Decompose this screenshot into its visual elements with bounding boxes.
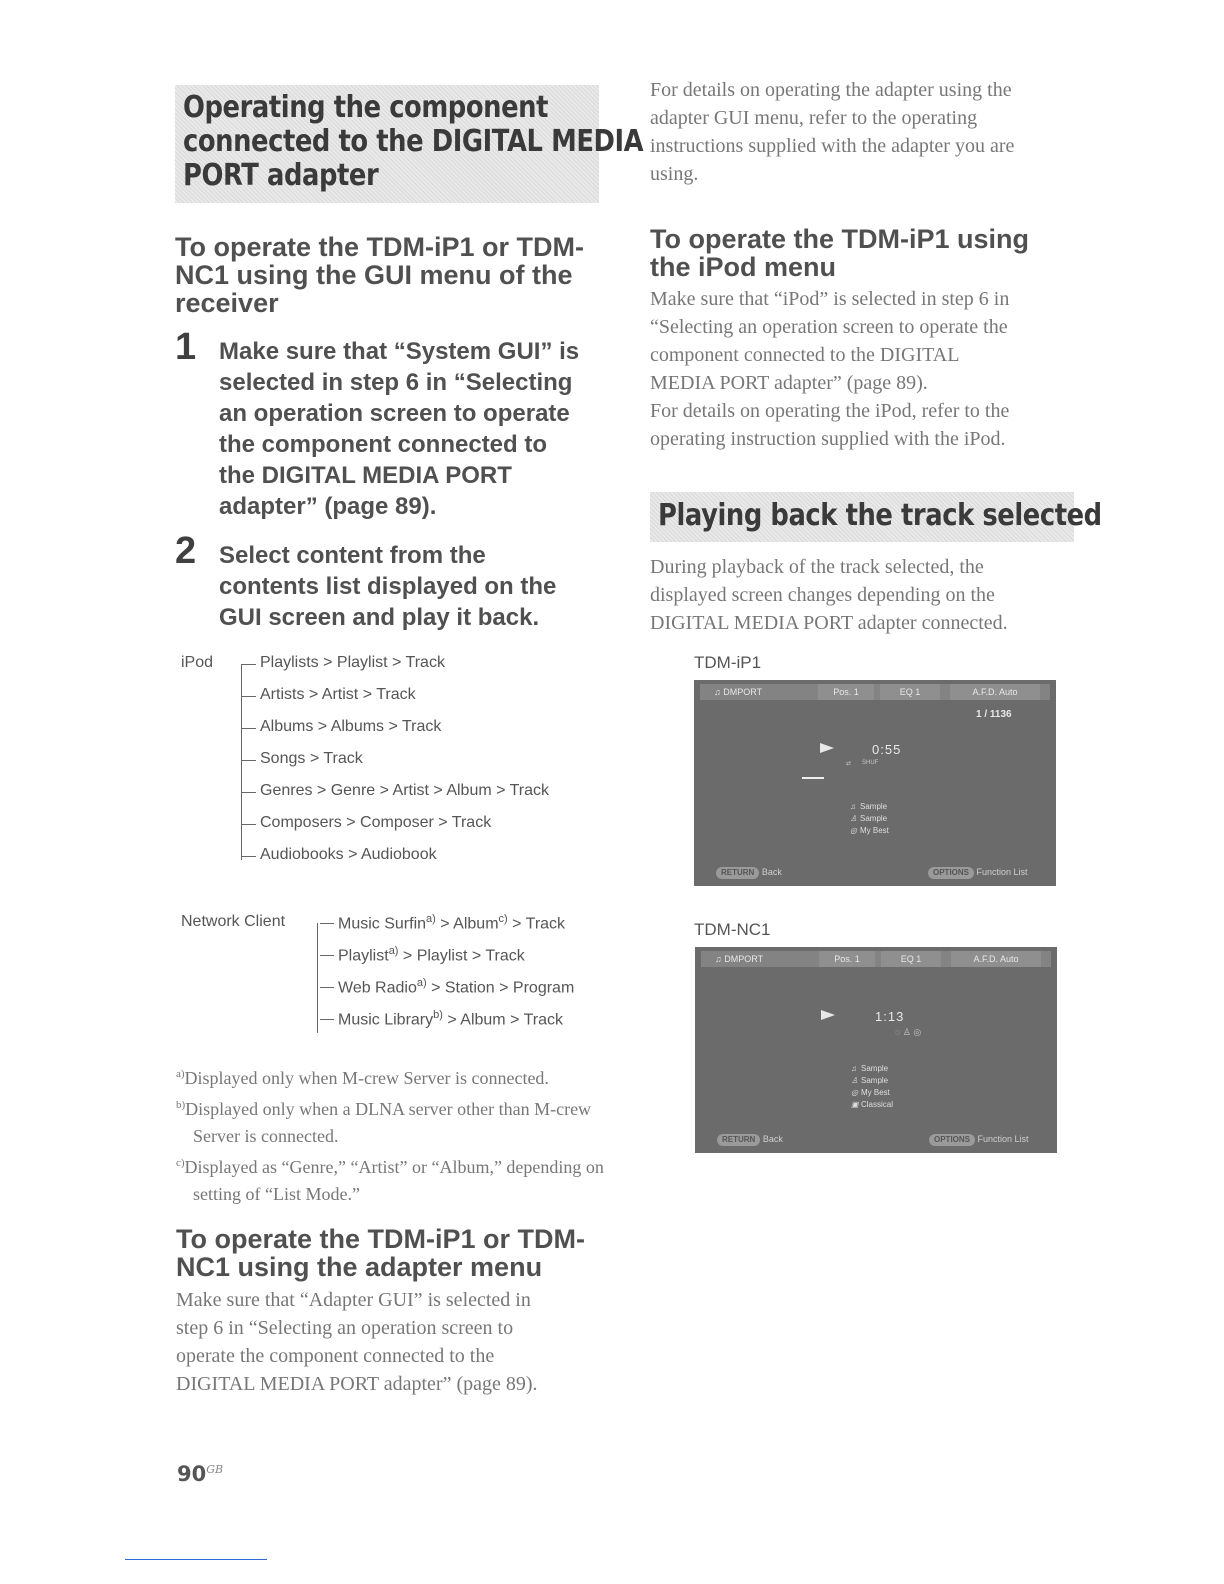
tree-item-part: > Album bbox=[435, 915, 499, 933]
eq-indicator: EQ 1 bbox=[880, 684, 940, 700]
note-icon: ♫ bbox=[715, 954, 725, 964]
page-language-suffix: GB bbox=[206, 1463, 224, 1476]
elapsed-time: 0:55 bbox=[872, 742, 902, 757]
heading-adapter-menu bbox=[176, 1225, 616, 1281]
input-name: DMPORT bbox=[724, 954, 764, 964]
track-info-line bbox=[851, 1099, 893, 1111]
tree-item: Playlists > Playlist > Track bbox=[260, 654, 445, 671]
track-info-line bbox=[850, 813, 889, 825]
page-number-value: 90 bbox=[177, 1462, 207, 1486]
footnotes bbox=[176, 1061, 606, 1208]
play-icon bbox=[821, 1010, 835, 1020]
ipod-menu-body bbox=[650, 285, 1090, 453]
footnote bbox=[176, 1150, 606, 1208]
function-list-label: Function List bbox=[976, 867, 1028, 877]
page-number bbox=[177, 1462, 223, 1486]
tree-item: Audiobooks > Audiobook bbox=[260, 846, 437, 863]
status-bar bbox=[701, 951, 1051, 967]
section-banner-playing-back bbox=[650, 492, 1102, 542]
track-album: My Best bbox=[861, 1088, 890, 1097]
track-genre: Classical bbox=[861, 1100, 894, 1109]
footnote-ref: c) bbox=[498, 913, 508, 925]
step-line: selected in step 6 in “Selecting bbox=[219, 369, 573, 396]
step-line: Select content from the bbox=[219, 542, 486, 569]
text-line: instructions supplied with the adapter you are bbox=[650, 135, 1015, 157]
screenshot-tdm-nc1 bbox=[695, 947, 1057, 1153]
input-indicator bbox=[715, 951, 785, 967]
options-guide bbox=[928, 858, 1028, 886]
step-line: an operation screen to operate bbox=[219, 400, 570, 427]
options-button: OPTIONS bbox=[928, 867, 974, 879]
note-icon: ♫ bbox=[714, 687, 724, 697]
text-line: using. bbox=[650, 163, 699, 185]
function-list-label: Function List bbox=[977, 1134, 1029, 1144]
track-title: Sample bbox=[860, 802, 888, 811]
text-line: Make sure that “iPod” is selected in step 6 in bbox=[650, 288, 1010, 310]
heading-line: NC1 using the adapter menu bbox=[176, 1252, 543, 1282]
text-line: component connected to the DIGITAL bbox=[650, 344, 960, 366]
text-line: displayed screen changes depending on the bbox=[650, 584, 995, 606]
footnote-mark: c) bbox=[176, 1157, 185, 1169]
footnote-mark: a) bbox=[176, 1068, 185, 1080]
tree-item-part: Playlist bbox=[338, 947, 389, 965]
footnote-ref: a) bbox=[426, 913, 436, 925]
tree-connector bbox=[241, 664, 242, 860]
footnote-text: Displayed only when M-crew Server is connected. bbox=[184, 1068, 549, 1088]
step-line: the DIGITAL MEDIA PORT bbox=[219, 462, 512, 489]
button-guide-bar bbox=[695, 1125, 1057, 1153]
artist-icon: ♙ bbox=[851, 1076, 859, 1085]
elapsed-time: 1:13 bbox=[875, 1009, 905, 1024]
back-label: Back bbox=[762, 1134, 783, 1144]
shuffle-mode: SHUF bbox=[862, 760, 879, 766]
return-button: RETURN bbox=[716, 867, 759, 879]
tree-item bbox=[338, 945, 525, 965]
tree-item bbox=[338, 977, 574, 997]
tree-item: Songs > Track bbox=[260, 750, 363, 767]
return-button: RETURN bbox=[717, 1134, 760, 1146]
tree-item-part: > Album > Track bbox=[442, 1011, 563, 1029]
heading-line: receiver bbox=[175, 288, 279, 318]
tree-item-part: Music Library bbox=[338, 1011, 434, 1029]
tree-item: Artists > Artist > Track bbox=[260, 686, 416, 703]
bottom-rule bbox=[125, 1559, 267, 1560]
tree-item bbox=[338, 913, 565, 933]
text-line: step 6 in “Selecting an operation screen to bbox=[176, 1317, 514, 1339]
options-guide bbox=[929, 1125, 1029, 1153]
track-counter: 1 / 1136 bbox=[976, 709, 1012, 720]
shuffle-icon: ⇄ bbox=[846, 761, 852, 767]
footnote-ref: b) bbox=[433, 1009, 443, 1021]
return-guide bbox=[716, 858, 782, 886]
step-1-text bbox=[219, 336, 619, 522]
text-line: adapter GUI menu, refer to the operating bbox=[650, 107, 978, 129]
text-line: Make sure that “Adapter GUI” is selected in bbox=[176, 1289, 531, 1311]
heading-line: the iPod menu bbox=[650, 252, 837, 282]
screen-label-tdm-ip1: TDM-iP1 bbox=[694, 653, 762, 672]
track-title: Sample bbox=[861, 1064, 889, 1073]
tree-root-network-client: Network Client bbox=[181, 913, 286, 930]
banner-line: Operating the component bbox=[183, 90, 548, 125]
eq-indicator: EQ 1 bbox=[881, 951, 941, 967]
heading-gui-menu-receiver bbox=[175, 233, 615, 317]
track-album: My Best bbox=[860, 826, 889, 835]
genre-icon: ▣ bbox=[851, 1100, 859, 1109]
step-2-text bbox=[219, 540, 619, 633]
tree-item: Composers > Composer > Track bbox=[260, 814, 492, 831]
repeat-album-icons: ◌ ♙ ◎ bbox=[895, 1027, 922, 1037]
step-number-2: 2 bbox=[175, 530, 197, 572]
network-client-content-tree bbox=[181, 913, 611, 1043]
heading-line: NC1 using the GUI menu of the bbox=[175, 260, 573, 290]
text-line: “Selecting an operation screen to operate the bbox=[650, 316, 1008, 338]
track-artist: Sample bbox=[860, 814, 888, 823]
footnote-ref: a) bbox=[388, 945, 399, 957]
album-icon: ◎ bbox=[851, 1088, 858, 1097]
back-label: Back bbox=[761, 867, 782, 877]
text-line: DIGITAL MEDIA PORT adapter connected. bbox=[650, 612, 1008, 634]
title-icon: ♫ bbox=[851, 1064, 857, 1073]
text-line: For details on operating the adapter using the bbox=[650, 79, 1012, 101]
footnote-ref: a) bbox=[416, 977, 427, 989]
text-line: MEDIA PORT adapter” (page 89). bbox=[650, 372, 928, 394]
step-line: the component connected to bbox=[219, 431, 548, 458]
text-line: During playback of the track selected, the bbox=[650, 556, 984, 578]
tree-item-part: > Track bbox=[507, 915, 566, 933]
tree-connector bbox=[317, 923, 318, 1033]
footnote-text: Displayed only when a DLNA server other than M-crew Server is connected. bbox=[185, 1099, 592, 1146]
banner-line: connected to the DIGITAL MEDIA bbox=[183, 124, 644, 159]
track-info bbox=[851, 1063, 893, 1111]
step-line: Make sure that “System GUI” is bbox=[219, 338, 580, 365]
position-indicator: Pos. 1 bbox=[819, 951, 875, 967]
track-info-line bbox=[851, 1063, 893, 1075]
banner-line: PORT adapter bbox=[183, 158, 379, 193]
tree-item-part: Web Radio bbox=[338, 979, 417, 997]
footnote bbox=[176, 1092, 606, 1150]
section-banner-operating-component bbox=[175, 85, 644, 203]
tree-item bbox=[338, 1009, 563, 1029]
heading-line: To operate the TDM-iP1 or TDM- bbox=[175, 232, 584, 262]
heading-ipod-menu bbox=[650, 225, 1090, 281]
tree-item-part: > Playlist > Track bbox=[398, 947, 525, 965]
track-info bbox=[850, 801, 889, 837]
track-info-line bbox=[851, 1087, 893, 1099]
play-icon bbox=[820, 743, 834, 753]
tree-root-ipod: iPod bbox=[181, 654, 214, 671]
step-line: adapter” (page 89). bbox=[219, 493, 437, 520]
tree-item: Genres > Genre > Artist > Album > Track bbox=[260, 782, 550, 799]
track-artist: Sample bbox=[861, 1076, 889, 1085]
text-line: operate the component connected to the bbox=[176, 1345, 495, 1367]
text-line: DIGITAL MEDIA PORT adapter” (page 89). bbox=[176, 1373, 538, 1395]
afd-indicator: A.F.D. Auto bbox=[950, 684, 1040, 700]
playback-body bbox=[650, 553, 1090, 637]
album-icon: ◎ bbox=[850, 826, 857, 835]
footnote-text: Displayed as “Genre,” “Artist” or “Album,” depending on setting of “List Mode.” bbox=[184, 1157, 604, 1204]
step-number-1: 1 bbox=[175, 326, 197, 368]
track-info-line bbox=[851, 1075, 893, 1087]
step-line: contents list displayed on the bbox=[219, 573, 557, 600]
footnote-mark: b) bbox=[176, 1099, 186, 1111]
button-guide-bar bbox=[694, 858, 1056, 886]
position-indicator: Pos. 1 bbox=[818, 684, 874, 700]
options-button: OPTIONS bbox=[929, 1134, 975, 1146]
tree-item-part: Music Surfin bbox=[338, 915, 427, 933]
track-info-line bbox=[850, 801, 889, 813]
return-guide bbox=[717, 1125, 783, 1153]
banner-line: Playing back the track selected bbox=[658, 498, 1102, 533]
tree-item-part: > Station > Program bbox=[426, 979, 575, 997]
input-indicator bbox=[714, 684, 784, 700]
ipod-content-tree bbox=[181, 654, 601, 874]
afd-indicator: A.F.D. Auto bbox=[951, 951, 1041, 967]
adapter-gui-intro bbox=[650, 76, 1090, 188]
title-icon: ♫ bbox=[850, 802, 856, 811]
adapter-menu-body bbox=[176, 1286, 616, 1398]
tree-item: Albums > Albums > Track bbox=[260, 718, 442, 735]
heading-line: To operate the TDM-iP1 or TDM- bbox=[176, 1224, 585, 1254]
footnote bbox=[176, 1061, 606, 1092]
heading-line: To operate the TDM-iP1 using bbox=[650, 224, 1030, 254]
input-name: DMPORT bbox=[723, 687, 763, 697]
text-line: operating instruction supplied with the iPod. bbox=[650, 428, 1006, 450]
track-info-line bbox=[850, 825, 889, 837]
progress-bar bbox=[802, 777, 824, 779]
text-line: For details on operating the iPod, refer to the bbox=[650, 400, 1010, 422]
screen-label-tdm-nc1: TDM-NC1 bbox=[694, 920, 771, 939]
status-bar bbox=[700, 684, 1050, 700]
screenshot-tdm-ip1 bbox=[694, 680, 1056, 886]
step-line: GUI screen and play it back. bbox=[219, 604, 540, 631]
artist-icon: ♙ bbox=[850, 814, 858, 823]
